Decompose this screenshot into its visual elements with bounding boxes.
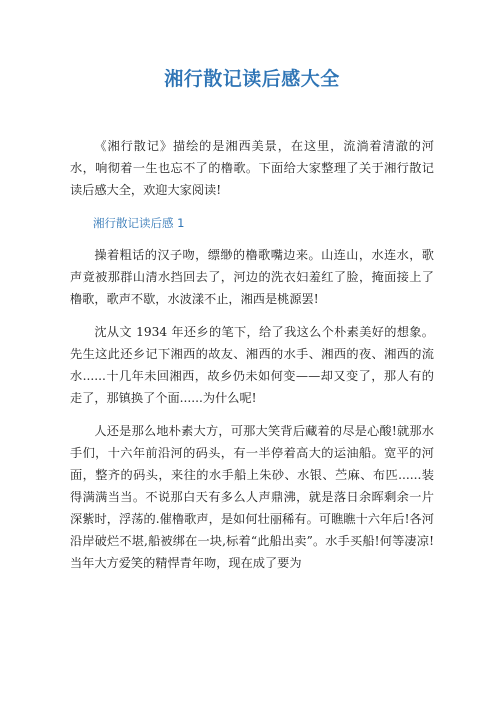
body-paragraph-2: 沈从文 1934 年还乡的笔下，给了我这么个朴素美好的想象。先生这此还乡记下湘西的故友、湘西的水手、湘西的夜、湘西的流水......十几年未回湘西，故乡仍未如何变——却又变了，那人有的走了，那镇换了个面......为什么呢! <box>70 325 434 405</box>
document-title: 湘行散记读后感大全 <box>164 68 340 90</box>
section-heading: 湘行散记读后感 1 <box>93 216 185 230</box>
body-paragraph-1: 操着粗话的汉子吻，缥缈的橹歌嘴边来。山连山，水连水，歌声竟被那群山清水挡回去了，河边的洗衣妇羞红了脸，掩面接上了橹歌，歌声不歇，水波漾不止，湘西是桃源罢! <box>70 248 434 306</box>
intro-paragraph: 《湘行散记》描绘的是湘西美景，在这里，流淌着清澈的河水，响彻着一生也忘不了的橹歌。下面给大家整理了关于湘行散记读后感大全，欢迎大家阅读! <box>70 139 434 197</box>
body-paragraph-3: 人还是那么地朴素大方，可那大笑背后藏着的尽是心酸!就那水手们，十六年前沿河的码头，有一半停着高大的运油船。宽平的河面，整齐的码头，来往的水手船上朱砂、水银、苎麻、布匹......装得满满当当。不说那白天有多么人声鼎沸，就是落日余晖剩余一片深紫时，浮荡的.催橹歌声，是如何壮丽稀有。可瞧瞧十六年后!各河沿岸破烂不堪,船被绑在一块,标着“此船出卖”。水手买船!何等凄凉!当年大方爱笑的精悍青年吻，现在成了要为 <box>70 424 434 570</box>
